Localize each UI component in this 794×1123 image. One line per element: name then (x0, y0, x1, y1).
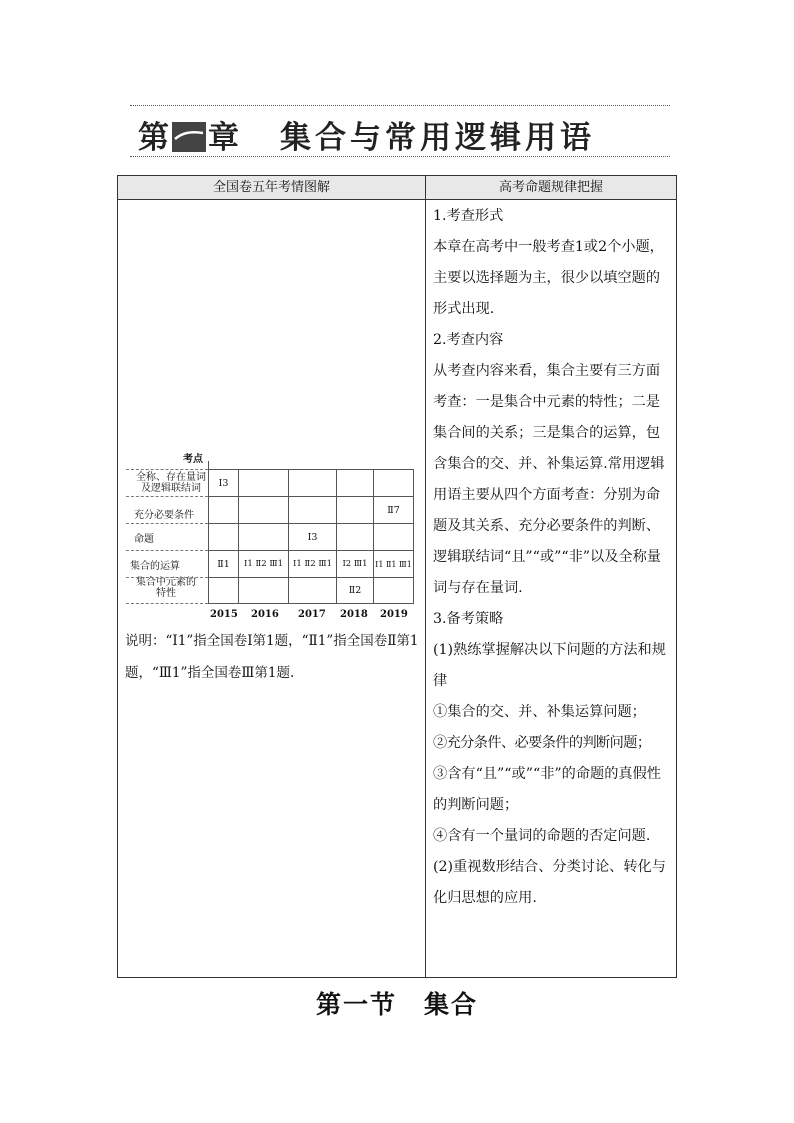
cell-r2-2019 (373, 523, 414, 551)
year-2017: 2017 (298, 609, 326, 620)
cell-r4-2016 (238, 577, 289, 604)
right-header: 高考命题规律把握 (426, 176, 676, 200)
text-form: 本章在高考中一般考查1或2个小题，主要以选择题为主，很少以填空题的形式出现. (433, 239, 664, 317)
row-label-set-operation: 集合的运算 (130, 561, 180, 572)
cell-r1-2019: Ⅱ7 (373, 496, 414, 524)
year-2015: 2015 (210, 609, 238, 620)
cell-r3-2018: Ⅰ2 Ⅲ1 (336, 550, 374, 578)
text-strategy-2: (2)重视数形结合、分类讨论、转化与化归思想的应用. (433, 859, 666, 906)
cell-r2-2017: Ⅰ3 (288, 523, 337, 551)
axis-dash-4 (126, 603, 208, 604)
row-label-element-a: 集合中元素的 (136, 577, 196, 588)
chapter-title: 集合与常用逻辑用语 (280, 120, 595, 156)
year-2019: 2019 (380, 609, 408, 620)
cell-r3-2015: Ⅱ1 (208, 550, 239, 578)
heading-strategy: 3.备考策略 (433, 611, 504, 627)
cell-r4-2015 (208, 577, 239, 604)
row-label-quantifier-b: 及逻辑联结词 (141, 483, 201, 494)
row-label-quantifier (132, 472, 210, 494)
item-3: ③含有“且”“或”“非”的命题的真假性的判断问题； (433, 766, 661, 813)
left-header: 全国卷五年考情图解 (118, 176, 425, 200)
cell-r2-2015 (208, 523, 239, 551)
cell-r3-2016: Ⅰ1 Ⅱ2 Ⅲ1 (238, 550, 289, 578)
cell-r1-2015 (208, 496, 239, 524)
row-label-quantifier-a: 全称、存在量词 (136, 472, 206, 483)
axis-dash-top (126, 469, 208, 470)
axis-dash-1 (126, 523, 208, 524)
row-label-condition: 充分必要条件 (134, 510, 194, 521)
row-label-proposition: 命题 (134, 534, 154, 545)
chapter-number-graphic (172, 122, 206, 152)
cell-r2-2018 (336, 523, 374, 551)
column-divider (425, 176, 426, 977)
cell-r1-2018 (336, 496, 374, 524)
cell-r0-2018 (336, 469, 374, 497)
cell-r2-2016 (238, 523, 289, 551)
heading-form: 1.考查形式 (433, 208, 504, 224)
cell-r0-2017 (288, 469, 337, 497)
cell-r4-2018: Ⅱ2 (336, 577, 374, 604)
chapter-prefix: 第 (138, 120, 170, 156)
cell-r1-2017 (288, 496, 337, 524)
axis-dash-0 (126, 496, 208, 497)
row-label-element (134, 577, 198, 599)
cell-r0-2019 (373, 469, 414, 497)
year-2016: 2016 (251, 609, 279, 620)
overview-table (117, 175, 677, 978)
axis-dash-2 (126, 550, 208, 551)
axis-dash-3 (126, 577, 208, 578)
cell-r0-2016 (238, 469, 289, 497)
cell-r3-2017: Ⅰ1 Ⅱ2 Ⅲ1 (288, 550, 337, 578)
chart-note: 说明：“Ⅰ1”指全国卷Ⅰ第1题，“Ⅱ1”指全国卷Ⅱ第1题，“Ⅲ1”指全国卷Ⅲ第1题. (125, 633, 419, 681)
year-2018: 2018 (340, 609, 368, 620)
text-strategy-1: (1)熟练掌握解决以下问题的方法和规律 (433, 642, 666, 689)
cell-r0-2015: Ⅰ3 (208, 469, 239, 497)
row-label-element-b: 特性 (156, 588, 176, 599)
text-content: 从考查内容来看，集合主要有三方面考查：一是集合中元素的特性；二是集合间的关系；三是集合的运算，包含集合的交、并、补集运算.常用逻辑用语主要从四个方面考查：分别为命题及其关系、充分必要条件的判断、逻辑联结词“且”“或”“非”以及全称量词与存在量词. (433, 363, 665, 596)
cell-r3-2019: Ⅰ1 Ⅱ1 Ⅲ1 (373, 550, 414, 578)
section-title: 第一节 集合 (315, 990, 478, 1019)
chapter-heading (138, 112, 595, 157)
item-1: ①集合的交、并、补集运算问题； (433, 704, 646, 720)
heading-content: 2.考查内容 (433, 332, 504, 348)
top-rule (130, 105, 670, 106)
cell-r1-2016 (238, 496, 289, 524)
cell-r4-2019 (373, 577, 414, 604)
right-column (433, 201, 673, 914)
y-axis-title: 考点 (183, 454, 203, 465)
chapter-suffix: 章 (208, 120, 240, 156)
item-4: ④含有一个量词的命题的否定问题. (433, 828, 651, 844)
cell-r4-2017 (288, 577, 337, 604)
item-2: ②充分条件、必要条件的判断问题； (433, 735, 651, 751)
